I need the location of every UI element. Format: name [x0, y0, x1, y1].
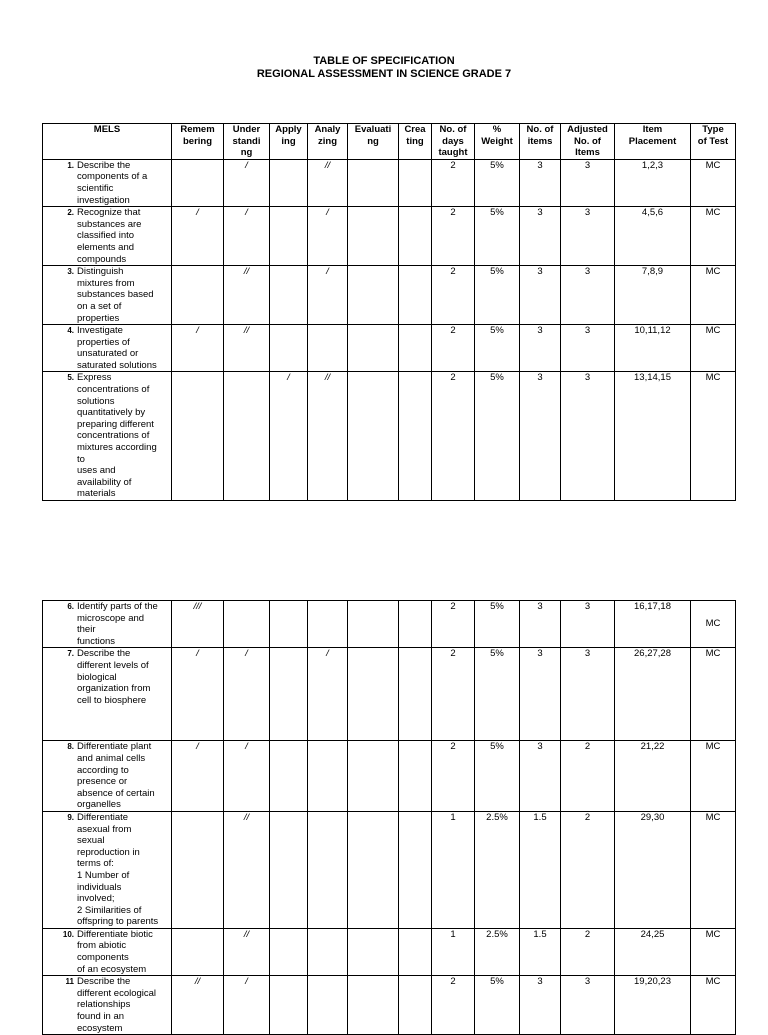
evaluating-cell [348, 372, 399, 501]
remembering-cell [172, 811, 224, 928]
adjusted-cell: 3 [561, 325, 615, 372]
mels-cell [43, 741, 172, 812]
mels-cell [43, 648, 172, 741]
type-cell: MC [691, 372, 736, 501]
applying-cell [270, 325, 308, 372]
document-title [0, 55, 768, 81]
creating-cell [399, 741, 432, 812]
applying-cell [270, 976, 308, 1035]
days-cell: 2 [432, 976, 475, 1035]
type-cell: MC [691, 266, 736, 325]
applying-cell [270, 741, 308, 812]
header-applying: Apply ing [270, 124, 308, 160]
remembering-cell [172, 266, 224, 325]
applying-cell [270, 648, 308, 741]
creating-cell [399, 266, 432, 325]
understanding-cell: // [224, 266, 270, 325]
remembering-cell: / [172, 648, 224, 741]
mels-description: Differentiate plant and animal cells according to presence or absence of certain organelles [77, 741, 155, 811]
analyzing-cell: / [308, 648, 348, 741]
weight-cell: 5% [475, 741, 520, 812]
adjusted-cell: 2 [561, 928, 615, 975]
mels-cell [43, 928, 172, 975]
mels-number: 3. [67, 267, 74, 277]
creating-cell [399, 207, 432, 266]
mels-description: Distinguish mixtures from substances based on a set of properties [77, 266, 154, 324]
items-cell: 3 [520, 648, 561, 741]
analyzing-cell: // [308, 159, 348, 206]
days-cell: 2 [432, 207, 475, 266]
evaluating-cell [348, 741, 399, 812]
items-cell: 3 [520, 372, 561, 501]
remembering-cell [172, 159, 224, 206]
placement-cell: 29,30 [615, 811, 691, 928]
weight-cell: 5% [475, 159, 520, 206]
type-cell: MC [691, 811, 736, 928]
understanding-cell: / [224, 648, 270, 741]
table-row [43, 207, 736, 266]
analyzing-cell [308, 928, 348, 975]
type-cell: MC [691, 325, 736, 372]
remembering-cell: / [172, 207, 224, 266]
applying-cell [270, 601, 308, 648]
mels-number: 5. [67, 373, 74, 383]
mels-cell [43, 976, 172, 1035]
type-cell: MC [691, 648, 736, 741]
adjusted-cell: 3 [561, 207, 615, 266]
table-row [43, 741, 736, 812]
placement-cell: 24,25 [615, 928, 691, 975]
header-mels: MELS [43, 124, 172, 160]
table-row [43, 601, 736, 648]
applying-cell [270, 811, 308, 928]
remembering-cell: / [172, 741, 224, 812]
creating-cell [399, 976, 432, 1035]
weight-cell: 5% [475, 601, 520, 648]
mels-cell [43, 372, 172, 501]
type-cell: MC [691, 159, 736, 206]
adjusted-cell: 2 [561, 741, 615, 812]
days-cell: 2 [432, 741, 475, 812]
header-weight: % Weight [475, 124, 520, 160]
understanding-cell: / [224, 159, 270, 206]
mels-number: 9. [67, 812, 74, 822]
items-cell: 3 [520, 741, 561, 812]
table-row [43, 159, 736, 206]
type-cell: MC [691, 601, 736, 648]
items-cell: 3 [520, 325, 561, 372]
header-days-taught: No. of days taught [432, 124, 475, 160]
mels-description: Identify parts of the microscope and their functions [77, 601, 158, 647]
adjusted-cell: 3 [561, 372, 615, 501]
analyzing-cell [308, 741, 348, 812]
title-line-1: TABLE OF SPECIFICATION [313, 55, 455, 67]
table-row [43, 266, 736, 325]
adjusted-cell: 3 [561, 266, 615, 325]
analyzing-cell: // [308, 372, 348, 501]
days-cell: 2 [432, 325, 475, 372]
mels-number: 4. [67, 326, 74, 336]
understanding-cell: // [224, 325, 270, 372]
creating-cell [399, 928, 432, 975]
days-cell: 2 [432, 266, 475, 325]
weight-cell: 2.5% [475, 928, 520, 975]
weight-cell: 5% [475, 648, 520, 741]
mels-number: 10. [62, 929, 74, 939]
placement-cell: 16,17,18 [615, 601, 691, 648]
header-row [43, 124, 736, 160]
placement-cell: 21,22 [615, 741, 691, 812]
specification-table-part-1 [42, 123, 736, 501]
applying-cell [270, 159, 308, 206]
header-understanding: Under standi ng [224, 124, 270, 160]
days-cell: 1 [432, 811, 475, 928]
placement-cell: 19,20,23 [615, 976, 691, 1035]
remembering-cell [172, 372, 224, 501]
mels-description: Describe the different levels of biological organization from cell to biosphere [77, 648, 151, 706]
understanding-cell: / [224, 976, 270, 1035]
days-cell: 1 [432, 928, 475, 975]
remembering-cell: // [172, 976, 224, 1035]
items-cell: 3 [520, 159, 561, 206]
analyzing-cell: / [308, 207, 348, 266]
creating-cell [399, 325, 432, 372]
mels-number: 8. [67, 742, 74, 752]
evaluating-cell [348, 811, 399, 928]
understanding-cell: // [224, 811, 270, 928]
mels-description: Express concentrations of solutions quantitatively by preparing different concentrations of mixtures according to uses and availability of materials [77, 372, 157, 500]
placement-cell: 26,27,28 [615, 648, 691, 741]
table-row [43, 928, 736, 975]
header-remembering: Remem bering [172, 124, 224, 160]
applying-cell: / [270, 372, 308, 501]
items-cell: 1.5 [520, 928, 561, 975]
adjusted-cell: 3 [561, 601, 615, 648]
applying-cell [270, 207, 308, 266]
table-row [43, 976, 736, 1035]
mels-number: 1. [67, 160, 74, 170]
table-row [43, 325, 736, 372]
weight-cell: 5% [475, 207, 520, 266]
header-adjusted-items: Adjusted No. of Items [561, 124, 615, 160]
evaluating-cell [348, 207, 399, 266]
type-cell: MC [691, 976, 736, 1035]
analyzing-cell [308, 325, 348, 372]
evaluating-cell [348, 601, 399, 648]
analyzing-cell: / [308, 266, 348, 325]
understanding-cell [224, 601, 270, 648]
applying-cell [270, 928, 308, 975]
mels-number: 7. [67, 649, 74, 659]
evaluating-cell [348, 266, 399, 325]
creating-cell [399, 159, 432, 206]
header-evaluating: Evaluati ng [348, 124, 399, 160]
header-item-placement: Item Placement [615, 124, 691, 160]
type-cell: MC [691, 741, 736, 812]
adjusted-cell: 3 [561, 648, 615, 741]
mels-cell [43, 811, 172, 928]
analyzing-cell [308, 601, 348, 648]
header-type-of-test: Type of Test [691, 124, 736, 160]
title-line-2: REGIONAL ASSESSMENT IN SCIENCE GRADE 7 [256, 68, 512, 80]
weight-cell: 5% [475, 266, 520, 325]
evaluating-cell [348, 159, 399, 206]
placement-cell: 4,5,6 [615, 207, 691, 266]
specification-table-part-2 [42, 600, 736, 1035]
days-cell: 2 [432, 601, 475, 648]
type-cell: MC [691, 207, 736, 266]
mels-cell [43, 325, 172, 372]
items-cell: 3 [520, 207, 561, 266]
days-cell: 2 [432, 372, 475, 501]
placement-cell: 13,14,15 [615, 372, 691, 501]
weight-cell: 5% [475, 325, 520, 372]
creating-cell [399, 648, 432, 741]
evaluating-cell [348, 976, 399, 1035]
items-cell: 3 [520, 601, 561, 648]
weight-cell: 5% [475, 372, 520, 501]
creating-cell [399, 811, 432, 928]
remembering-cell: /// [172, 601, 224, 648]
header-analyzing: Analy zing [308, 124, 348, 160]
items-cell: 3 [520, 976, 561, 1035]
understanding-cell: / [224, 207, 270, 266]
table-row [43, 811, 736, 928]
applying-cell [270, 266, 308, 325]
remembering-cell: / [172, 325, 224, 372]
mels-number: 6. [67, 602, 74, 611]
placement-cell: 10,11,12 [615, 325, 691, 372]
analyzing-cell [308, 976, 348, 1035]
header-no-of-items: No. of items [520, 124, 561, 160]
days-cell: 2 [432, 159, 475, 206]
mels-cell [43, 601, 172, 648]
analyzing-cell [308, 811, 348, 928]
adjusted-cell: 2 [561, 811, 615, 928]
table-row [43, 372, 736, 501]
understanding-cell: / [224, 741, 270, 812]
mels-cell [43, 266, 172, 325]
understanding-cell: // [224, 928, 270, 975]
type-cell: MC [691, 928, 736, 975]
weight-cell: 2.5% [475, 811, 520, 928]
remembering-cell [172, 928, 224, 975]
adjusted-cell: 3 [561, 976, 615, 1035]
items-cell: 3 [520, 266, 561, 325]
mels-description: Describe the components of a scientific investigation [77, 159, 148, 206]
placement-cell: 7,8,9 [615, 266, 691, 325]
evaluating-cell [348, 325, 399, 372]
evaluating-cell [348, 648, 399, 741]
mels-description: Recognize that substances are classified into elements and compounds [77, 207, 142, 265]
mels-description: Describe the different ecological relationships found in an ecosystem [77, 976, 157, 1034]
mels-description: Investigate properties of unsaturated or saturated solutions [77, 325, 157, 371]
creating-cell [399, 372, 432, 501]
mels-number: 11 [65, 977, 74, 987]
mels-cell [43, 207, 172, 266]
mels-description: Differentiate biotic from abiotic components of an ecosystem [77, 928, 153, 975]
mels-cell [43, 159, 172, 206]
mels-description: Differentiate asexual from sexual reproduction in terms of: 1 Number of individuals involved; 2 Similarities of offspring to parents [77, 811, 159, 928]
placement-cell: 1,2,3 [615, 159, 691, 206]
creating-cell [399, 601, 432, 648]
evaluating-cell [348, 928, 399, 975]
table-row [43, 648, 736, 741]
understanding-cell [224, 372, 270, 501]
header-creating: Crea ting [399, 124, 432, 160]
adjusted-cell: 3 [561, 159, 615, 206]
weight-cell: 5% [475, 976, 520, 1035]
days-cell: 2 [432, 648, 475, 741]
mels-number: 2. [67, 208, 74, 218]
items-cell: 1.5 [520, 811, 561, 928]
